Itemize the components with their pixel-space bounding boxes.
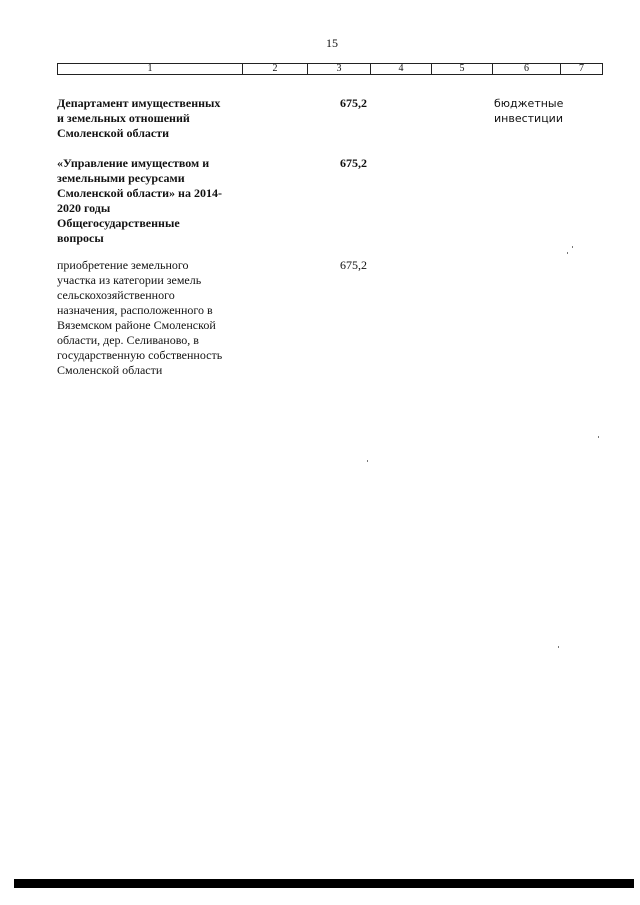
text-line: Смоленской области <box>57 363 163 377</box>
text-line: и земельных отношений <box>57 111 190 125</box>
scan-speck <box>367 460 368 462</box>
text-line: земельными ресурсами <box>57 171 185 185</box>
scan-edge-bar <box>14 879 634 888</box>
scan-speck <box>558 646 559 648</box>
column-header-1: 1 <box>58 64 243 75</box>
text-line: 2020 годы <box>57 201 111 215</box>
column-header-6: 6 <box>493 64 561 75</box>
scan-speck <box>572 246 573 248</box>
column-header-row <box>58 64 603 75</box>
entry-department-name <box>57 96 247 141</box>
column-header-5: 5 <box>432 64 493 75</box>
text-line: области, дер. Селиваново, в <box>57 333 199 347</box>
text-line: сельскохозяйственного <box>57 288 175 302</box>
column-header-3: 3 <box>308 64 371 75</box>
text-line: инвестиции <box>494 112 563 125</box>
text-line: Смоленской области <box>57 126 170 140</box>
column-header-table <box>57 63 603 75</box>
entry-department-note <box>494 96 584 126</box>
entry-program-amount: 675,2 <box>340 156 367 170</box>
column-header-2: 2 <box>243 64 308 75</box>
text-line: Вяземском районе Смоленской <box>57 318 216 332</box>
text-line: «Управление имуществом и <box>57 156 210 170</box>
text-line: участка из категории земель <box>57 273 202 287</box>
entry-department-amount: 675,2 <box>340 96 367 110</box>
scan-speck <box>598 436 599 438</box>
entry-land-acquisition-amount: 675,2 <box>340 258 367 272</box>
text-line: бюджетные <box>494 97 564 110</box>
text-line: государственную собственность <box>57 348 223 362</box>
text-line: назначения, расположенного в <box>57 303 213 317</box>
column-header-4: 4 <box>371 64 432 75</box>
text-line: приобретение земельного <box>57 258 189 272</box>
page-number: 15 <box>326 36 338 50</box>
text-line: Смоленской области» на 2014- <box>57 186 222 200</box>
text-line: Общегосударственные <box>57 216 180 230</box>
entry-program-name <box>57 156 247 246</box>
scan-speck <box>567 252 568 254</box>
text-line: вопросы <box>57 231 104 245</box>
text-line: Департамент имущественных <box>57 96 221 110</box>
entry-land-acquisition-name <box>57 258 247 378</box>
column-header-7: 7 <box>561 64 603 75</box>
